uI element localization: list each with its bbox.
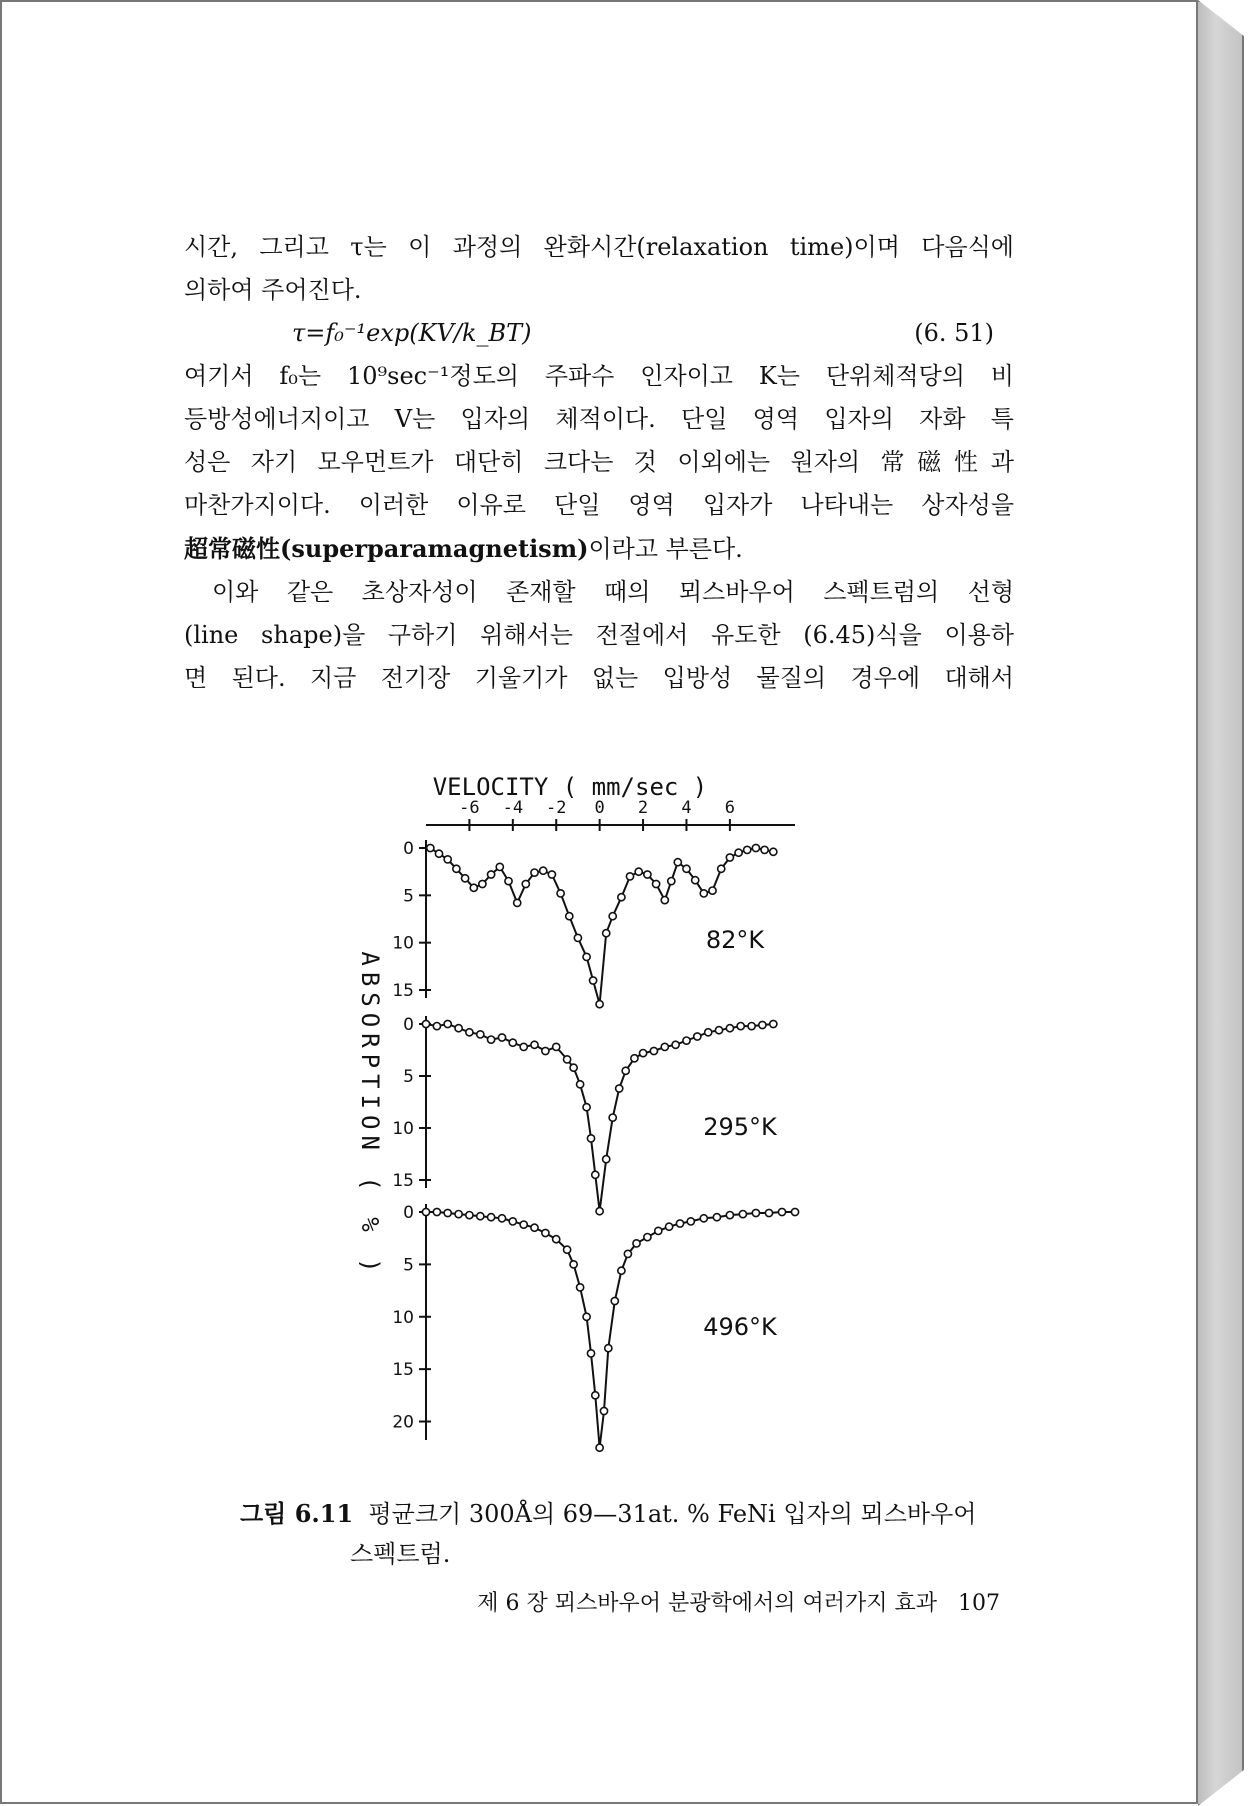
caption-line-2: 스펙트럼. [350, 1540, 451, 1568]
x-tick-label: 2 [637, 798, 649, 818]
data-point [761, 846, 768, 853]
data-point [765, 1209, 772, 1216]
equation-number: (6. 51) [914, 319, 994, 347]
data-point [479, 880, 486, 887]
y-tick-label: 10 [392, 933, 414, 954]
data-point [596, 1208, 603, 1215]
data-point [498, 1215, 505, 1222]
x-tick-label: 6 [724, 798, 736, 818]
data-point [477, 1031, 484, 1038]
data-point [592, 1171, 599, 1178]
data-point [520, 1221, 527, 1228]
data-point [624, 1250, 631, 1257]
data-point [522, 880, 529, 887]
data-point [609, 1114, 616, 1121]
data-point [655, 1227, 662, 1234]
data-point [611, 1297, 618, 1304]
series-label: 496°K [703, 1313, 777, 1341]
data-point [557, 890, 564, 897]
data-point [577, 1284, 584, 1291]
data-point [583, 1313, 590, 1320]
data-point [488, 1214, 495, 1221]
data-point [616, 1085, 623, 1092]
data-point [737, 1023, 744, 1030]
data-point [726, 854, 733, 861]
equation-formula: τ=f₀⁻¹exp(KV/k_BT) [292, 319, 532, 347]
data-point [596, 1444, 603, 1451]
data-point [564, 1056, 571, 1063]
data-point [713, 1214, 720, 1221]
data-point [715, 1027, 722, 1034]
data-point [650, 1047, 657, 1054]
y-tick-label: 5 [403, 1255, 414, 1276]
data-point [531, 1041, 538, 1048]
paragraph-2-line-5-rest: 이라고 부른다. [588, 535, 743, 563]
data-point [509, 1039, 516, 1046]
data-point [553, 1043, 560, 1050]
data-point [444, 856, 451, 863]
data-point [644, 1234, 651, 1241]
data-point [566, 913, 573, 920]
data-point [466, 1029, 473, 1036]
data-point [661, 897, 668, 904]
data-point [709, 887, 716, 894]
data-point [435, 850, 442, 857]
y-tick-label: 10 [392, 1307, 414, 1328]
superparamagnetism-term: 超常磁性(superparamagnetism) [184, 534, 589, 563]
data-point [770, 1020, 777, 1027]
data-point [694, 1033, 701, 1040]
data-point [618, 894, 625, 901]
data-point [668, 878, 675, 885]
paragraph-2-line-1: 여기서 f₀는 10⁹sec⁻¹정도의 주파수 인자이고 K는 단위체적당의 비 [184, 362, 1014, 390]
data-point [603, 930, 610, 937]
footer-chapter: 제 6 장 뫼스바우어 분광학에서의 여러가지 효과 [477, 1591, 938, 1616]
data-point [422, 1208, 429, 1215]
x-tick-label: -2 [545, 798, 567, 818]
y-tick-label: 5 [403, 1067, 414, 1087]
data-point [444, 1209, 451, 1216]
data-point [683, 865, 690, 872]
data-point [605, 1345, 612, 1352]
data-point [640, 1050, 647, 1057]
paragraph-3-line-2: (line shape)을 구하기 위해서는 전절에서 유도한 (6.45)식을 이용하 [184, 621, 1014, 649]
data-point [626, 873, 633, 880]
y-axis-label: ABSORPTION ( % ) [356, 951, 384, 1279]
data-point [587, 1135, 594, 1142]
y-tick-label: 15 [392, 1360, 414, 1381]
y-tick-label: 10 [392, 1119, 414, 1139]
data-point [739, 1211, 746, 1218]
paragraph-2-line-4: 마찬가지이다. 이러한 이유로 단일 영역 입자가 나타내는 상자성을 [184, 491, 1014, 519]
data-point [592, 1392, 599, 1399]
paragraph-2-line-2: 등방성에너지이고 V는 입자의 체적이다. 단일 영역 입자의 자화 특 [184, 405, 1014, 433]
data-point [496, 863, 503, 870]
x-tick-label: -6 [459, 798, 480, 818]
data-point [433, 1208, 440, 1215]
data-point [531, 1224, 538, 1231]
data-point [770, 848, 777, 855]
data-point [661, 1043, 668, 1050]
data-point [672, 1041, 679, 1048]
y-tick-label: 15 [392, 1171, 414, 1191]
data-point [622, 1067, 629, 1074]
data-point [466, 1212, 473, 1219]
y-tick-label: 0 [403, 1203, 414, 1223]
paragraph-1-line-1: 시간, 그리고 τ는 이 과정의 완화시간(relaxation time)이며 다음식에 [184, 233, 1014, 261]
data-point [570, 1261, 577, 1268]
y-tick-label: 0 [403, 1015, 414, 1035]
data-point [631, 1055, 638, 1062]
data-point [542, 1047, 549, 1054]
y-tick-label: 15 [392, 981, 414, 1001]
data-point [752, 1209, 759, 1216]
data-point [498, 1034, 505, 1041]
data-point [542, 1229, 549, 1236]
data-point [514, 899, 521, 906]
x-axis-label: VELOCITY ( mm/sec ) [432, 773, 708, 801]
data-point [705, 1029, 712, 1036]
data-point [759, 1021, 766, 1028]
data-point [488, 1036, 495, 1043]
data-point [509, 1218, 516, 1225]
x-tick-label: 0 [594, 798, 605, 818]
data-point [596, 1001, 603, 1008]
data-point [470, 884, 477, 891]
data-point [570, 1064, 577, 1071]
data-point [726, 1025, 733, 1032]
data-point [676, 1220, 683, 1227]
data-point [453, 865, 460, 872]
data-point [666, 1223, 673, 1230]
data-point [577, 1081, 584, 1088]
data-point [752, 844, 759, 851]
series-label: 82°K [705, 926, 765, 954]
paragraph-1-line-2: 의하여 주어진다. [184, 276, 362, 304]
data-point [718, 865, 725, 872]
data-point [700, 890, 707, 897]
data-point [748, 1023, 755, 1030]
paragraph-2-line-3: 성은 자기 모우먼트가 대단히 크다는 것 이외에는 원자의 常磁性과 [184, 448, 1014, 476]
data-point [653, 880, 660, 887]
paragraph-3-line-1: 이와 같은 초상자성이 존재할 때의 뫼스바우어 스펙트럼의 선형 [212, 578, 1014, 606]
data-point [455, 1025, 462, 1032]
data-point [462, 875, 469, 882]
data-point [553, 1236, 560, 1243]
data-point [600, 1407, 607, 1414]
y-tick-label: 5 [403, 886, 414, 907]
data-point [520, 1043, 527, 1050]
data-point [548, 871, 555, 878]
data-point [505, 878, 512, 885]
page-footer [400, 1586, 1000, 1617]
data-point [564, 1246, 571, 1253]
data-point [427, 844, 434, 851]
data-point [735, 849, 742, 856]
data-point [590, 977, 597, 984]
data-point [778, 1208, 785, 1215]
data-point [422, 1020, 429, 1027]
data-point [540, 867, 547, 874]
data-point [583, 1104, 590, 1111]
data-point [531, 869, 538, 876]
data-point [700, 1215, 707, 1222]
x-tick-label: 4 [681, 798, 692, 818]
data-point [609, 913, 616, 920]
data-point [692, 877, 699, 884]
data-point [635, 868, 642, 875]
series-label: 295°K [703, 1113, 777, 1141]
data-point [791, 1208, 798, 1215]
footer-page-number: 107 [958, 1591, 1000, 1616]
data-point [455, 1211, 462, 1218]
data-point [574, 934, 581, 941]
data-point [587, 1350, 594, 1357]
data-point [683, 1037, 690, 1044]
data-point [687, 1218, 694, 1225]
data-point [633, 1240, 640, 1247]
data-point [744, 846, 751, 853]
data-point [674, 859, 681, 866]
figure-caption [240, 1494, 1020, 1574]
data-point [726, 1212, 733, 1219]
data-point [444, 1020, 451, 1027]
caption-label: 그림 6.11 [240, 1499, 354, 1528]
data-point [644, 871, 651, 878]
data-point [433, 1023, 440, 1030]
y-tick-label: 0 [403, 839, 414, 859]
paragraph-3-line-3: 면 된다. 지금 전기장 기울기가 없는 입방성 물질의 경우에 대해서 [184, 664, 1014, 692]
x-tick-label: -4 [502, 798, 524, 818]
data-point [603, 1156, 610, 1163]
y-tick-label: 20 [392, 1412, 414, 1433]
caption-line-1: 평균크기 300Å의 69—31at. % FeNi 입자의 뫼스바우어 [368, 1500, 977, 1528]
data-point [488, 871, 495, 878]
data-point [583, 953, 590, 960]
data-point [477, 1213, 484, 1220]
data-point [618, 1267, 625, 1274]
